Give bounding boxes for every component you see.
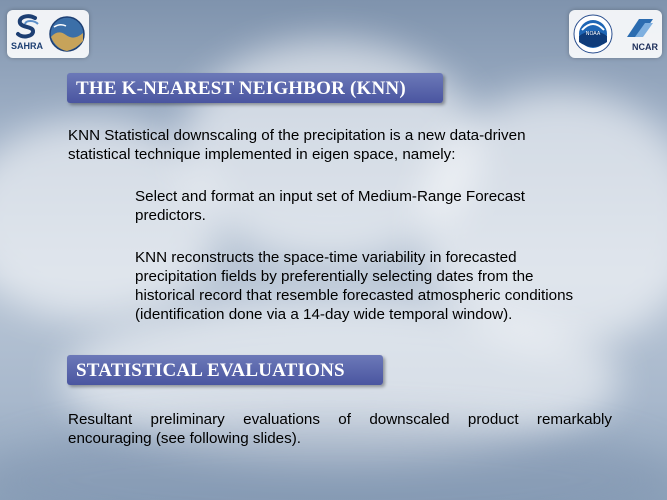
knn-intro-paragraph — [68, 126, 548, 164]
evaluations-paragraph: Resultant preliminary evaluations of downscaled product remarkably encouraging (see following slides). — [68, 411, 612, 447]
knn-point-reconstruction — [135, 248, 625, 324]
noaa-ncar-logo — [569, 10, 662, 58]
text-line: historical record that resemble forecasted atmospheric conditions — [135, 287, 574, 304]
noaa-logo-icon — [573, 14, 613, 54]
knn-point-select-predictors — [135, 187, 575, 225]
text-line: predictors. — [135, 207, 206, 224]
section-header-knn-text: THE K-NEAREST NEIGHBOR (KNN) — [76, 78, 406, 99]
section-header-evaluations — [67, 355, 383, 385]
text-line: KNN reconstructs the space-time variability in forecasted — [135, 249, 517, 266]
text-line: (identification done via a 14-day wide temporal window). — [135, 306, 513, 323]
sahra-logo-label: SAHRA — [11, 41, 44, 51]
section-header-evaluations-text: STATISTICAL EVALUATIONS — [76, 360, 345, 381]
sahra-logo-icon — [10, 12, 46, 44]
section-header-knn — [67, 73, 443, 103]
text-line: KNN Statistical downscaling of the precipitation is a new data-driven — [68, 127, 526, 144]
text-line: Select and format an input set of Medium-Range Forecast — [135, 188, 526, 205]
globe-landscape-icon — [48, 15, 86, 53]
ncar-logo-label: NCAR — [632, 42, 658, 52]
ncar-logo-icon — [625, 17, 655, 39]
text-line: statistical technique implemented in eigen space, namely: — [68, 146, 456, 163]
text-line: precipitation fields by preferentially selecting dates from the — [135, 268, 534, 285]
svg-text:NOAA: NOAA — [585, 31, 601, 37]
sahra-logo — [7, 10, 89, 58]
